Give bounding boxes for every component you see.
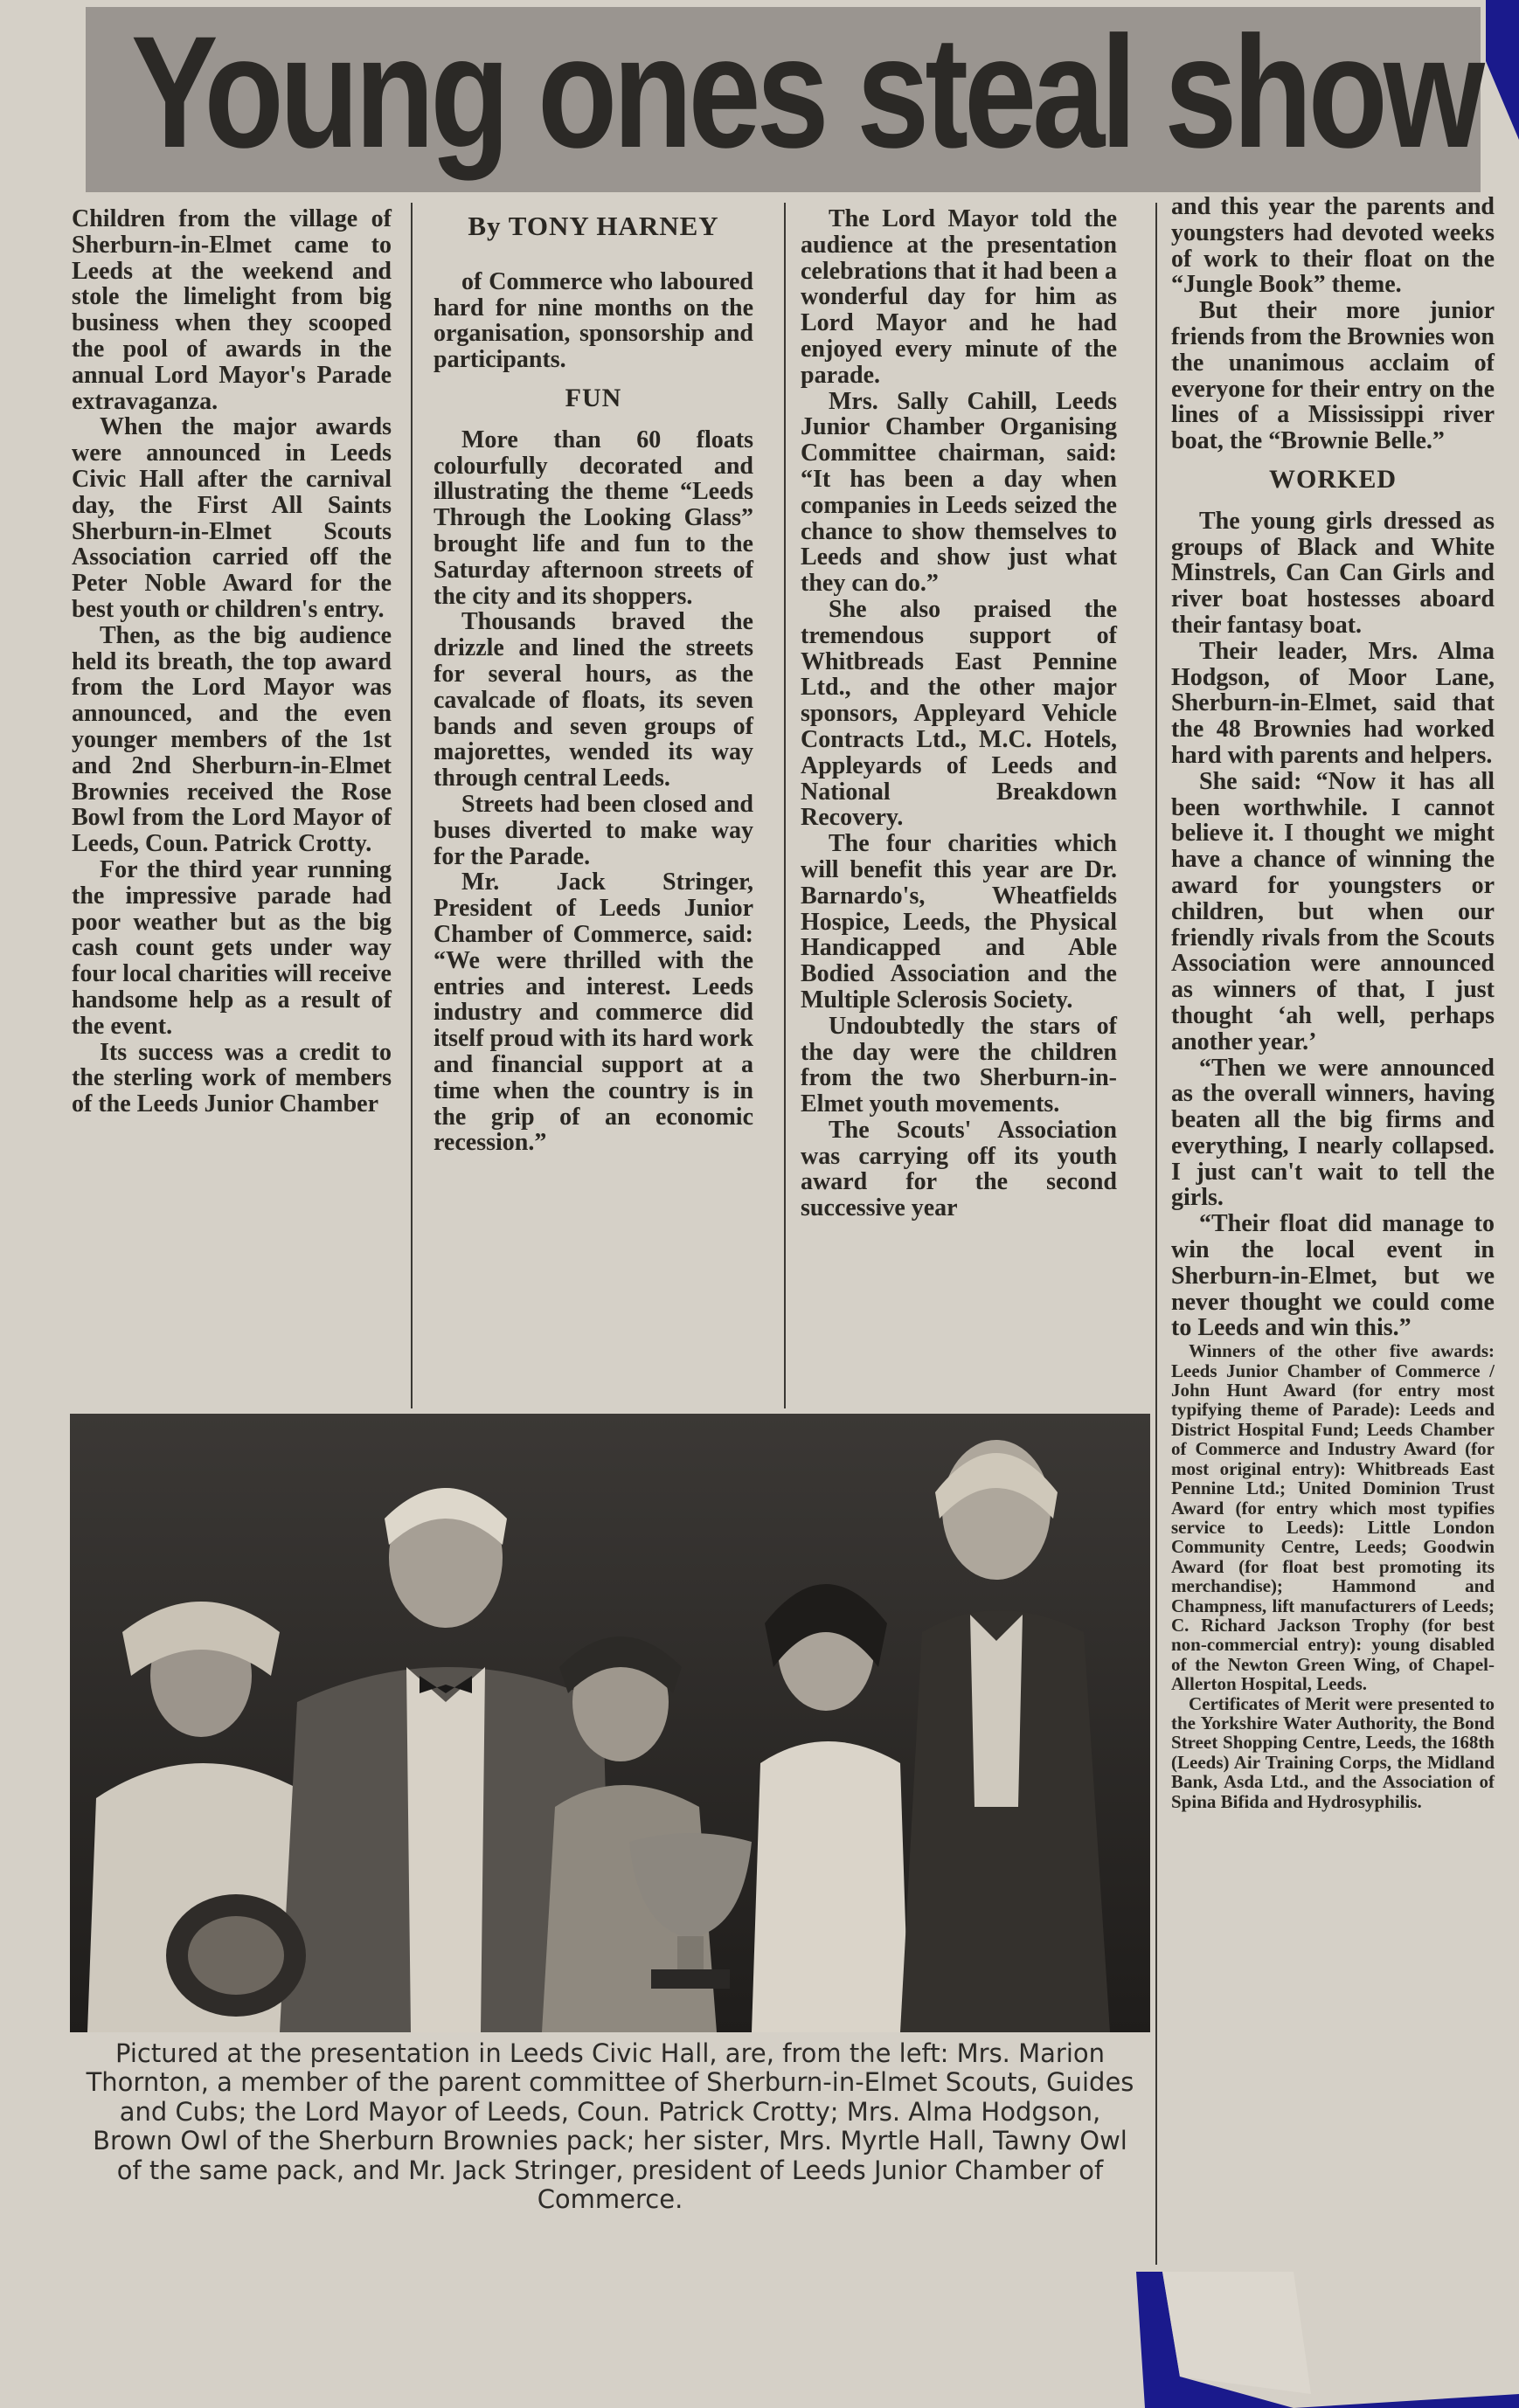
article-paragraph: But their more junior friends from the Brownies won the unanimous acclaim of everyone for their entry on the lines of a Mississippi river boat, the “Brownie Belle.”: [1171, 297, 1495, 455]
article-paragraph: Thousands braved the drizzle and lined the streets for several hours, as the cavalcade of floats, its seven bands and seven groups of majorettes, wended its way through central Leeds.: [434, 608, 753, 792]
article-paragraph: Children from the village of Sherburn-in-Elmet came to Leeds at the weekend and stole the limelight from big business when they scooped the pool of awards in the annual Lord Mayor's Parade extravaganza.: [72, 205, 392, 415]
awards-paragraph: Winners of the other five awards: Leeds Junior Chamber of Commerce / John Hunt Award (for entry most typifying theme of Parade): Leeds and District Hospital Fund; Leeds Chamber of Commerce and Industry Award (for most original entry): Whitbreads East Pennine Ltd.; United Dominion Trust Award (for entry which most typifies service to Leeds): Little London Community Centre, Leeds; Goodwin Award (for float best promoting its merchandise); Hammond and Champness, lift manufacturers of Leeds; C. Richard Jackson Trophy (for best non-commercial entry): young disabled of the Newton Green Wing, of Chapel-Allerton Hospital, Leeds.: [1171, 1340, 1495, 1695]
column-rule: [411, 203, 413, 1408]
article-paragraph: The four charities which will benefit this year are Dr. Barnardo's, Wheatfields Hospice, Leeds, the Physical Handicapped and Able Bodied Association and the Multiple Sclerosis Society.: [801, 830, 1117, 1014]
article-paragraph: The young girls dressed as groups of Black and White Minstrels, Can Can Girls and river boat hostesses aboard their fantasy boat.: [1171, 507, 1495, 639]
column-rule: [1155, 203, 1157, 2265]
article-column-1: [72, 206, 392, 1118]
presentation-photo: [70, 1414, 1150, 2032]
article-paragraph: More than 60 floats colourfully decorated and illustrating the theme “Leeds Through the Looking Glass” brought life and fun to the Saturday afternoon streets of the city and its shoppers.: [434, 426, 753, 610]
article-paragraph: and this year the parents and youngsters had devoted weeks of work to their float on the “Jungle Book” theme.: [1171, 193, 1495, 299]
column-rule: [784, 203, 786, 1408]
article-paragraph: The Scouts' Association was carrying off its youth award for the second successive year: [801, 1116, 1117, 1222]
article-paragraph: Then, as the big audience held its breath, the top award from the Lord Mayor was announced, and the even younger members of the 1st and 2nd Sherburn-in-Elmet Brownies received the Rose Bowl from the Lord Mayor of Leeds, Coun. Patrick Crotty.: [72, 621, 392, 858]
article-column-3: [801, 206, 1117, 1221]
article-paragraph: She also praised the tremendous support of Whitbreads East Pennine Ltd., and the other major sponsors, Appleyard Vehicle Contracts Ltd., M.C. Hotels, Appleyards of Leeds and National Breakdown Recovery.: [801, 595, 1117, 832]
article-paragraph: When the major awards were announced in Leeds Civic Hall after the carnival day, the First All Saints Sherburn-in-Elmet Scouts Association carried off the Peter Noble Award for the best youth or children's entry.: [72, 413, 392, 623]
shield-plaque: [166, 1894, 306, 2017]
article-paragraph: Undoubtedly the stars of the day were the children from the two Sherburn-in-Elmet youth movements.: [801, 1012, 1117, 1118]
article-paragraph: Their leader, Mrs. Alma Hodgson, of Moor Lane, Sherburn-in-Elmet, said that the 48 Brownies had worked hard with parents and helpers.: [1171, 637, 1495, 769]
article-paragraph: of Commerce who laboured hard for nine months on the organisation, sponsorship and participants.: [434, 267, 753, 374]
photo-caption: Pictured at the presentation in Leeds Civic Hall, are, from the left: Mrs. Marion Thornton, a member of the parent committee of Sherburn-in-Elmet Scouts, Guides and Cubs; the Lord Mayor of Leeds, Coun. Patrick Crotty; Mrs. Alma Hodgson, Brown Owl of the Sherburn Brownies pack; her sister, Mrs. Myrtle Hall, Tawny Owl of the same pack, and Mr. Jack Stringer, president of Leeds Junior Chamber of Commerce.: [86, 2038, 1134, 2215]
subhead-fun: FUN: [565, 383, 622, 412]
article-paragraph: She said: “Now it has all been worthwhile. I cannot believe it. I thought we might have a chance of winning the award for youngsters or children, but when our friendly rivals from the Scouts Association were announced as winners of that, I just thought ‘ah well, perhaps another year.’: [1171, 767, 1495, 1055]
article-paragraph: Streets had been closed and buses diverted to make way for the Parade.: [434, 790, 753, 870]
article-paragraph: Its success was a credit to the sterling work of members of the Leeds Junior Chamber: [72, 1038, 392, 1118]
byline: By TONY HARNEY: [468, 211, 719, 241]
article-paragraph: “Their float did manage to win the local event in Sherburn-in-Elmet, but we never thought we could come to Leeds and win this.”: [1171, 1210, 1495, 1342]
merit-paragraph: Certificates of Merit were presented to the Yorkshire Water Authority, the Bond Street Shopping Centre, Leeds, the 168th (Leeds) Air Training Corps, the Midland Bank, Asda Ltd., and the Association of Spina Bifida and Hydrosyphilis.: [1171, 1692, 1495, 1812]
article-paragraph: “Then we were announced as the overall winners, having beaten all the big firms and everything, I nearly collapsed. I just can't wait to tell the girls.: [1171, 1054, 1495, 1212]
awards-list: [1171, 1341, 1495, 1811]
article-paragraph: Mrs. Sally Cahill, Leeds Junior Chamber Organising Committee chairman, said: “It has been a day when companies in Leeds seized the chance to show themselves to Leeds and show just what they can do.”: [801, 387, 1117, 598]
article-column-4: [1171, 194, 1495, 1811]
article-column-2: [434, 206, 753, 1156]
subhead-worked: WORKED: [1268, 464, 1397, 494]
headline: Young ones steal show: [131, 3, 1481, 181]
article-paragraph: Mr. Jack Stringer, President of Leeds Junior Chamber of Commerce, said: “We were thrilled with the entries and interest. Leeds industry and commerce did itself proud with its hard work and financial support at a time when the country is in the grip of an economic recession.”: [434, 868, 753, 1157]
photo-illustration: [70, 1414, 1150, 2032]
article-paragraph: The Lord Mayor told the audience at the presentation celebrations that it had been a wonderful day for him as Lord Mayor and he had enjoyed every minute of the parade.: [801, 205, 1117, 389]
article-paragraph: For the third year running the impressive parade had poor weather but as the big cash count gets under way four local charities will receive handsome help as a result of the event.: [72, 855, 392, 1040]
